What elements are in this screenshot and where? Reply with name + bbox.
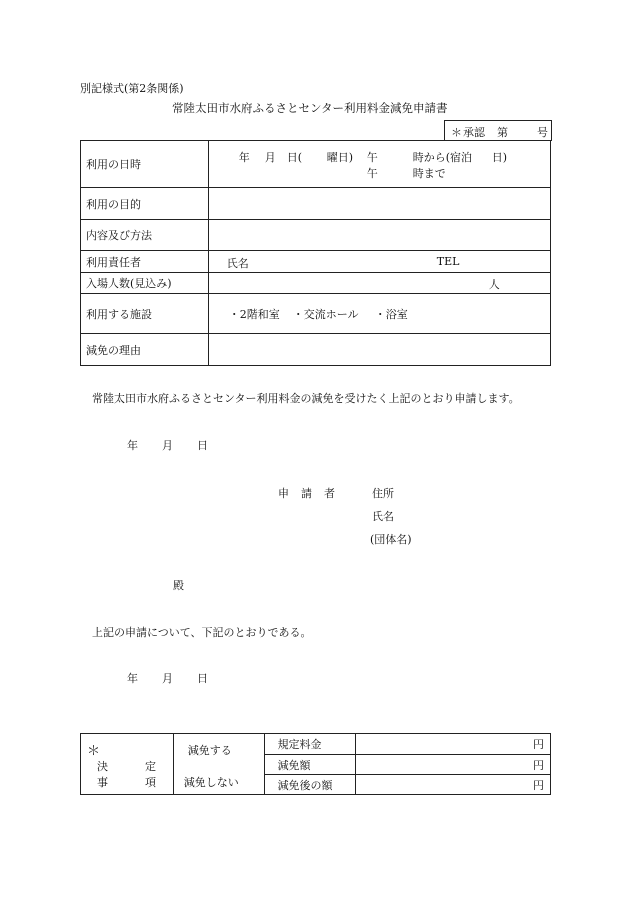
attendance-label: 入場人数(見込み) xyxy=(86,277,172,290)
decision-star: ＊ xyxy=(87,744,101,759)
application-table xyxy=(80,140,551,366)
exempt-amount-unit: 円 xyxy=(533,758,544,772)
page-title: 常陸太田市水府ふるさとセンター利用料金減免申請書 xyxy=(172,101,448,115)
applicant-name-label: 氏名 xyxy=(372,510,394,523)
approval-box xyxy=(444,120,552,141)
method-label: 内容及び方法 xyxy=(86,229,152,242)
approval-label: 承認 xyxy=(463,126,485,139)
after-exempt-label-cell xyxy=(264,775,356,795)
applicant-label-3: 者 xyxy=(324,487,335,500)
facility-option-bath[interactable]: ・浴室 xyxy=(374,308,408,321)
date2-year: 年 xyxy=(127,672,138,685)
row-datetime xyxy=(81,141,551,188)
standard-fee-unit: 円 xyxy=(533,738,544,751)
row-method xyxy=(81,220,551,251)
approval-dai: 第 xyxy=(497,126,508,139)
exempt-choice-cell xyxy=(173,734,264,795)
decision-text: 上記の申請について、下記のとおりである。 xyxy=(92,626,312,639)
datetime-day: 日( xyxy=(286,151,303,164)
after-exempt-label: 減免後の額 xyxy=(277,778,333,792)
not-exempt-option[interactable]: 減免しない xyxy=(183,776,239,789)
datetime-gozen-until: 午 xyxy=(366,167,378,180)
facility-option-washitsu[interactable]: ・2階和室 xyxy=(228,308,280,321)
decision-table xyxy=(80,733,551,795)
responsible-name-label: 氏名 xyxy=(226,257,249,270)
datetime-label: 利用の日時 xyxy=(86,158,141,171)
datetime-until: 時まで xyxy=(412,167,446,180)
date1-day: 日 xyxy=(197,439,208,452)
datetime-month: 月 xyxy=(264,151,276,164)
applicant-org-label: (団体名) xyxy=(370,533,412,546)
after-exempt-unit: 円 xyxy=(533,778,544,792)
datetime-gozen-from: 午 xyxy=(366,151,378,164)
row-purpose xyxy=(81,188,551,220)
attendance-unit: 人 xyxy=(488,278,500,291)
purpose-label: 利用の目的 xyxy=(86,197,141,211)
form-reference: 別記様式(第2条関係) xyxy=(80,82,184,95)
decision-matters-cell xyxy=(81,734,174,795)
exempt-option[interactable]: 減免する xyxy=(187,744,232,757)
row-responsible xyxy=(81,251,551,273)
decision-label-2b: 項 xyxy=(145,776,156,789)
decision-label-1b: 定 xyxy=(145,760,156,773)
row-reason xyxy=(81,334,551,366)
responsible-field[interactable] xyxy=(208,251,550,273)
method-field[interactable] xyxy=(208,220,550,251)
exempt-amount-label: 減免額 xyxy=(277,758,311,772)
exempt-amount-label-cell xyxy=(264,755,356,775)
after-exempt-field[interactable] xyxy=(356,775,551,795)
datetime-weekday: 曜日) xyxy=(326,151,354,164)
responsible-tel-label: TEL xyxy=(436,255,460,268)
purpose-field[interactable] xyxy=(208,188,550,220)
date1-year: 年 xyxy=(127,439,138,452)
applicant-address-label: 住所 xyxy=(372,487,394,500)
exempt-amount-field[interactable] xyxy=(356,755,551,775)
facility-option-hall[interactable]: ・交流ホール xyxy=(292,308,359,321)
facility-field xyxy=(208,294,550,334)
attendance-field[interactable] xyxy=(208,273,550,294)
row-attendance xyxy=(81,273,551,294)
row-facility xyxy=(81,294,551,334)
decision-label-1a: 決 xyxy=(97,760,108,773)
applicant-label-1: 申 xyxy=(278,487,289,500)
applicant-label-2: 請 xyxy=(301,487,312,500)
date2-month: 月 xyxy=(162,672,173,685)
approval-star: ＊ xyxy=(451,126,462,139)
datetime-from: 時から(宿泊 xyxy=(412,151,473,164)
standard-fee-label-cell xyxy=(264,734,356,755)
approval-go: 号 xyxy=(537,126,548,139)
reason-field[interactable] xyxy=(208,334,550,366)
declaration-text: 常陸太田市水府ふるさとセンター利用料金の減免を受けたく上記のとおり申請します。 xyxy=(92,392,520,405)
datetime-year: 年 xyxy=(238,151,250,164)
decision-label-2a: 事 xyxy=(97,776,108,789)
date1-month: 月 xyxy=(162,439,173,452)
datetime-stay-day: 日) xyxy=(491,151,508,164)
reason-label: 減免の理由 xyxy=(86,343,141,357)
standard-fee-field[interactable] xyxy=(356,734,551,755)
standard-fee-label: 規定料金 xyxy=(277,738,322,751)
addressee-suffix: 殿 xyxy=(173,579,184,592)
facility-label: 利用する施設 xyxy=(86,307,152,321)
date2-day: 日 xyxy=(197,672,208,685)
responsible-label: 利用責任者 xyxy=(86,255,141,269)
datetime-field[interactable] xyxy=(208,141,550,188)
